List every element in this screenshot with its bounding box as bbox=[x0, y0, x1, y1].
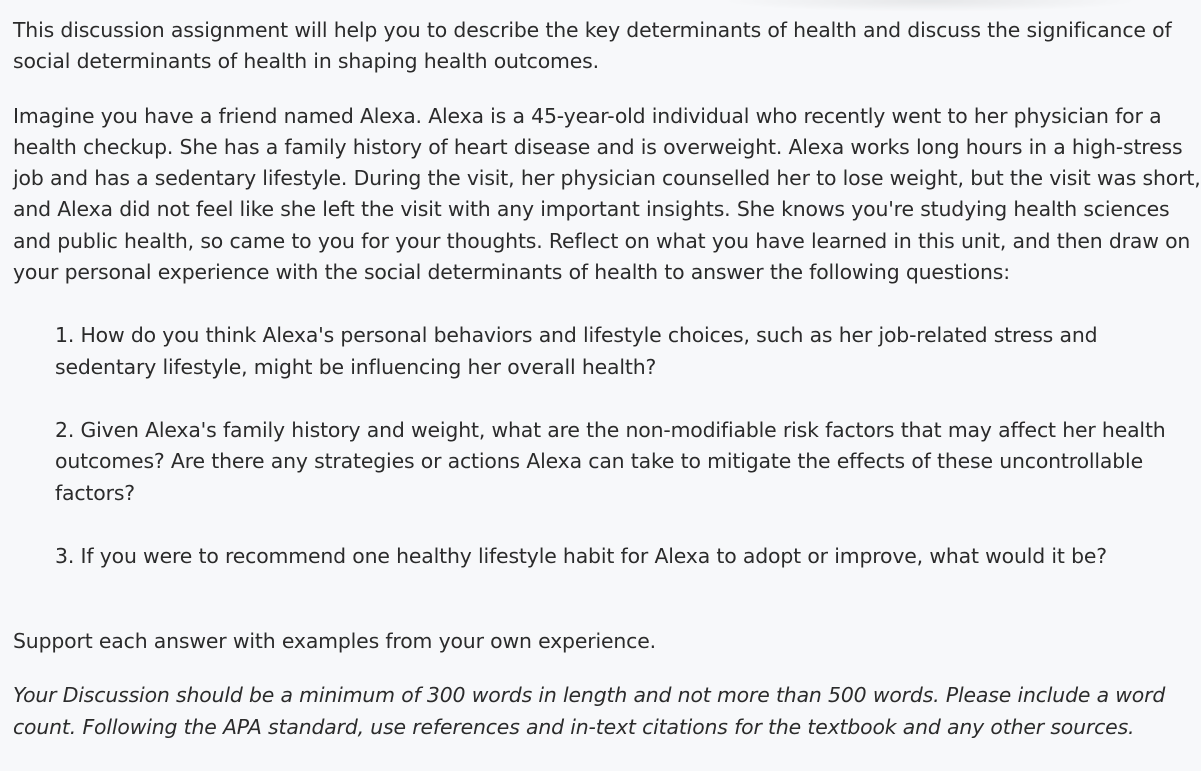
top-shadow bbox=[720, 0, 1140, 12]
requirements-paragraph bbox=[13, 680, 1166, 743]
scenario-line: health checkup. She has a family history of heart disease and is overweight. Alexa works long hours in a high-stress bbox=[13, 134, 1183, 159]
question-2 bbox=[13, 415, 1166, 509]
question-1 bbox=[13, 320, 1153, 383]
scenario-paragraph bbox=[13, 101, 1201, 289]
intro-line: This discussion assignment will help you to describe the key determinants of health and discuss the significance of bbox=[13, 18, 1172, 42]
question-line: sedentary lifestyle, might be influencing her overall health? bbox=[55, 354, 657, 379]
assignment-content bbox=[13, 15, 1201, 743]
question-line: factors? bbox=[55, 480, 135, 505]
intro-paragraph bbox=[13, 15, 1172, 78]
scenario-line: job and has a sedentary lifestyle. During the visit, her physician counselled her to lose weight, but the visit was short, bbox=[13, 166, 1201, 191]
scenario-line: Imagine you have a friend named Alexa. Alexa is a 45-year-old individual who recently went to her physician for a bbox=[13, 103, 1162, 128]
requirements-line: Your Discussion should be a minimum of 300 words in length and not more than 500 words. Please include a word bbox=[13, 683, 1166, 708]
question-line: outcomes? Are there any strategies or actions Alexa can take to mitigate the effects of these uncontrollable bbox=[55, 449, 1143, 474]
scenario-line: and Alexa did not feel like she left the visit with any important insights. She knows you're studying health sciences bbox=[13, 197, 1170, 222]
question-line: 1. How do you think Alexa's personal behaviors and lifestyle choices, such as her job-related stress and bbox=[55, 323, 1098, 348]
intro-line: social determinants of health in shaping health outcomes. bbox=[13, 49, 599, 74]
scenario-line: and public health, so came to you for your thoughts. Reflect on what you have learned in this unit, and then draw on bbox=[13, 228, 1191, 253]
support-paragraph bbox=[13, 626, 1153, 657]
support-text: Support each answer with examples from your own experience. bbox=[13, 629, 656, 654]
question-line: 3. If you were to recommend one healthy lifestyle habit for Alexa to adopt or improve, what would it be? bbox=[55, 543, 1107, 568]
question-3 bbox=[13, 541, 1153, 572]
requirements-line: count. Following the APA standard, use references and in-text citations for the textbook and any other sources. bbox=[13, 714, 1135, 739]
question-line: 2. Given Alexa's family history and weight, what are the non-modifiable risk factors that may affect her health bbox=[55, 417, 1166, 442]
scenario-line: your personal experience with the social determinants of health to answer the following questions: bbox=[13, 260, 1010, 285]
